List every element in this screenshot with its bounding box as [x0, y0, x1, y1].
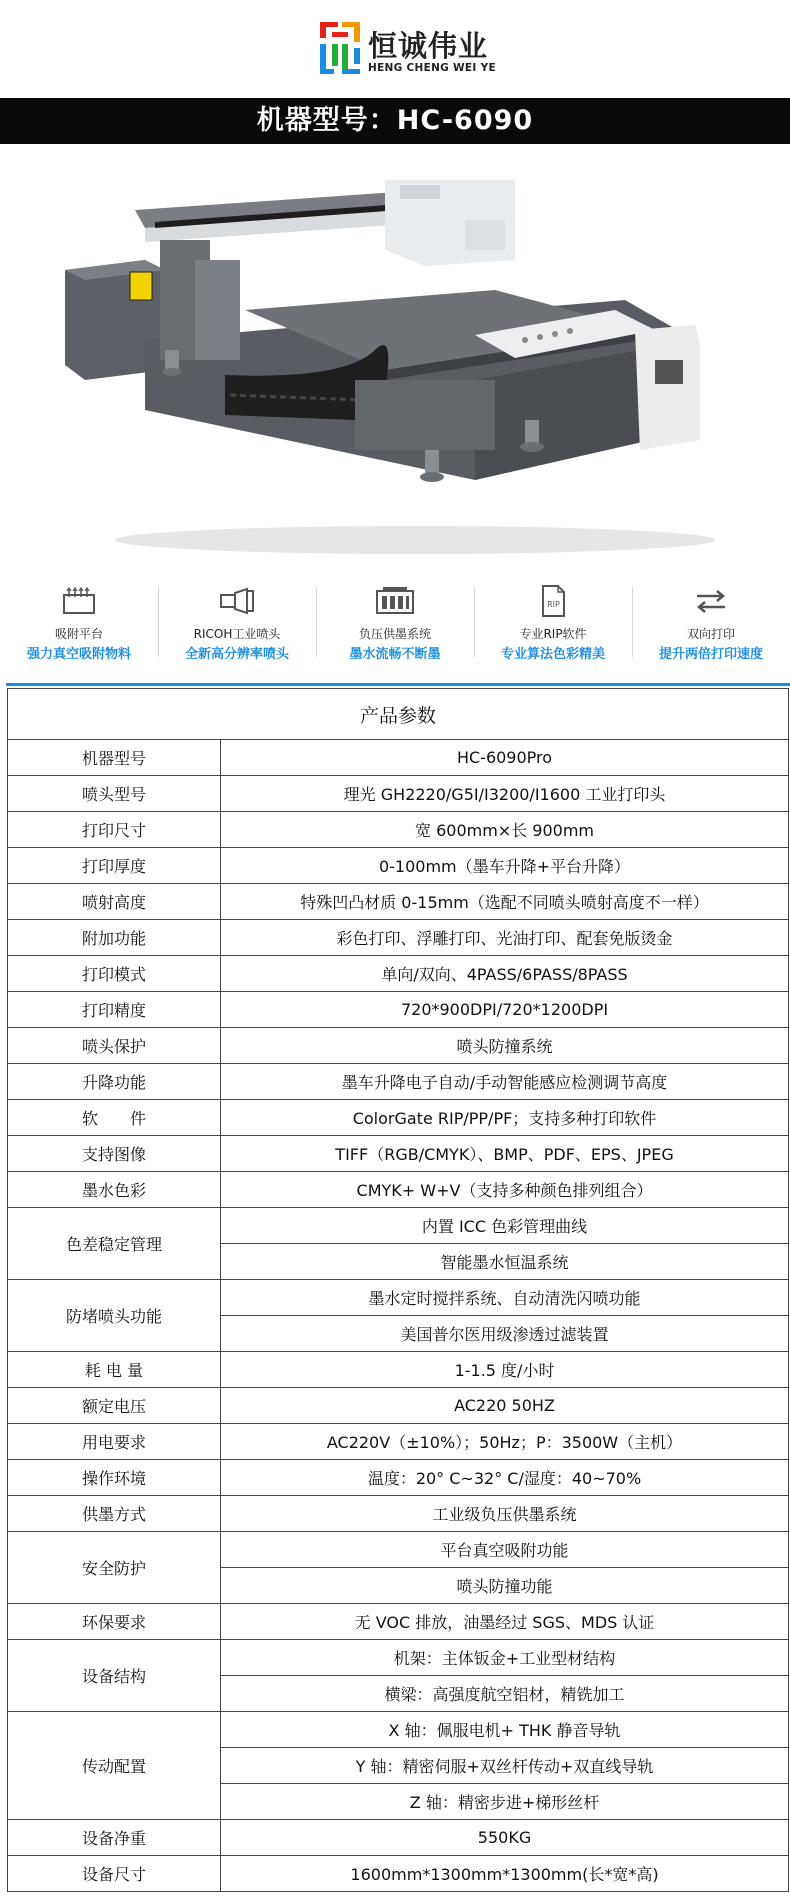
table-row: [8, 1532, 789, 1568]
spec-table: [7, 688, 789, 1892]
spec-label: 墨水色彩: [8, 1172, 221, 1208]
table-row: [8, 1712, 789, 1748]
spec-value: ColorGate RIP/PP/PF；支持多种打印软件: [221, 1100, 789, 1136]
table-row: [8, 740, 789, 776]
spec-value: HC-6090Pro: [221, 740, 789, 776]
spec-value: 1600mm*1300mm*1300mm(长*宽*高): [221, 1856, 789, 1892]
spec-value: 喷头防撞系统: [221, 1028, 789, 1064]
table-row: [8, 1352, 789, 1388]
spec-value: 墨车升降电子自动/手动智能感应检测调节高度: [221, 1064, 789, 1100]
table-row: [8, 776, 789, 812]
table-row: [8, 1136, 789, 1172]
spec-label: 安全防护: [8, 1532, 221, 1604]
feature-strip: [0, 585, 790, 665]
spec-value: 温度：20° C~32° C/湿度：40~70%: [221, 1460, 789, 1496]
table-row: [8, 812, 789, 848]
feature-tagline: 提升两倍打印速度: [658, 647, 763, 662]
spec-label: 附加功能: [8, 920, 221, 956]
feature-ink-supply: [316, 585, 474, 665]
spec-value: 墨水定时搅拌系统、自动清洗闪喷功能: [221, 1280, 789, 1316]
table-row: [8, 1496, 789, 1532]
feature-name: 双向打印: [686, 627, 735, 641]
feature-tagline: 全新高分辨率喷头: [184, 647, 289, 662]
table-row: [8, 848, 789, 884]
spec-label: 传动配置: [8, 1712, 221, 1820]
spec-label: 用电要求: [8, 1424, 221, 1460]
spec-value: 工业级负压供墨系统: [221, 1496, 789, 1532]
spec-label: 机器型号: [8, 740, 221, 776]
spec-value: 喷头防撞功能: [221, 1568, 789, 1604]
table-row: [8, 1208, 789, 1244]
feature-tagline: 专业算法色彩精美: [500, 647, 605, 662]
spec-label: 设备结构: [8, 1640, 221, 1712]
spec-table-title: 产品参数: [8, 689, 789, 740]
spec-value: 横梁：高强度航空铝材，精铣加工: [221, 1676, 789, 1712]
feature-vacuum-table: [0, 585, 158, 665]
spec-value: 单向/双向、4PASS/6PASS/8PASS: [221, 956, 789, 992]
spec-label: 软 件: [8, 1100, 221, 1136]
spec-label: 喷头保护: [8, 1028, 221, 1064]
spec-label: 设备尺寸: [8, 1856, 221, 1892]
spec-label: 色差稳定管理: [8, 1208, 221, 1280]
spec-value: CMYK+ W+V（支持多种颜色排列组合）: [221, 1172, 789, 1208]
spec-value: 1-1.5 度/小时: [221, 1352, 789, 1388]
spec-label: 额定电压: [8, 1388, 221, 1424]
spec-value: 内置 ICC 色彩管理曲线: [221, 1208, 789, 1244]
spec-label: 支持图像: [8, 1136, 221, 1172]
spec-value: 平台真空吸附功能: [221, 1532, 789, 1568]
spec-label: 喷头型号: [8, 776, 221, 812]
table-row: [8, 1280, 789, 1316]
spec-label: 操作环境: [8, 1460, 221, 1496]
feature-tagline: 墨水流畅不断墨: [349, 647, 441, 662]
svg-text:RIP: RIP: [547, 600, 560, 609]
logo-mark-icon: [318, 20, 362, 78]
table-row: [8, 1856, 789, 1892]
table-row: [8, 1820, 789, 1856]
table-row: [8, 956, 789, 992]
table-row: [8, 1064, 789, 1100]
spec-value: 机架：主体钣金+工业型材结构: [221, 1640, 789, 1676]
feature-name: 专业RIP软件: [519, 627, 587, 641]
spec-label: 打印尺寸: [8, 812, 221, 848]
spec-label: 打印精度: [8, 992, 221, 1028]
rip-file-icon: [533, 585, 573, 617]
feature-name: 吸附平台: [54, 627, 103, 641]
spec-value: 720*900DPI/720*1200DPI: [221, 992, 789, 1028]
printhead-icon: [217, 585, 257, 617]
table-row: [8, 1028, 789, 1064]
spec-value: 彩色打印、浮雕打印、光油打印、配套免版烫金: [221, 920, 789, 956]
table-row: [8, 992, 789, 1028]
brand-logo: [318, 20, 498, 78]
feature-name: 负压供墨系统: [358, 627, 431, 641]
ink-supply-icon: [375, 585, 415, 617]
spec-value: 理光 GH2220/G5I/I3200/I1600 工业打印头: [221, 776, 789, 812]
spec-value: 0-100mm（墨车升降+平台升降）: [221, 848, 789, 884]
feature-printhead: [158, 585, 316, 665]
spec-value: Z 轴：精密步进+梯形丝杆: [221, 1784, 789, 1820]
logo-chinese-name: 恒诚伟业: [368, 29, 489, 63]
logo-english-name: HENG CHENG WEI YE: [368, 62, 496, 74]
spec-value: Y 轴：精密伺服+双丝杆传动+双直线导轨: [221, 1748, 789, 1784]
model-title-bar: 机器型号：HC-6090: [0, 98, 790, 144]
table-row: [8, 920, 789, 956]
bidirectional-arrows-icon: [691, 585, 731, 617]
table-row: [8, 1388, 789, 1424]
spec-label: 耗 电 量: [8, 1352, 221, 1388]
spec-label: 环保要求: [8, 1604, 221, 1640]
spec-value: 美国普尔医用级渗透过滤装置: [221, 1316, 789, 1352]
feature-bidirectional: [632, 585, 790, 665]
spec-value: AC220V（±10%）；50Hz；P：3500W（主机）: [221, 1424, 789, 1460]
spec-label: 设备净重: [8, 1820, 221, 1856]
spec-value: 宽 600mm×长 900mm: [221, 812, 789, 848]
spec-value: 无 VOC 排放，油墨经过 SGS、MDS 认证: [221, 1604, 789, 1640]
spec-label: 打印模式: [8, 956, 221, 992]
table-row: [8, 1100, 789, 1136]
table-row: [8, 1460, 789, 1496]
spec-label: 升降功能: [8, 1064, 221, 1100]
spec-label: 打印厚度: [8, 848, 221, 884]
feature-rip-software: [474, 585, 632, 665]
table-row: [8, 1604, 789, 1640]
feature-name: RICOH工业喷头: [193, 627, 281, 641]
table-row: [8, 1424, 789, 1460]
feature-tagline: 强力真空吸附物料: [26, 647, 131, 662]
spec-label: 防堵喷头功能: [8, 1280, 221, 1352]
spec-value: AC220 50HZ: [221, 1388, 789, 1424]
spec-value: TIFF（RGB/CMYK）、BMP、PDF、EPS、JPEG: [221, 1136, 789, 1172]
section-divider-line: [6, 683, 790, 686]
printer-machine-image: [55, 180, 735, 580]
spec-value: 智能墨水恒温系统: [221, 1244, 789, 1280]
spec-value: 550KG: [221, 1820, 789, 1856]
spec-value: X 轴：佩服电机+ THK 静音导轨: [221, 1712, 789, 1748]
spec-label: 供墨方式: [8, 1496, 221, 1532]
table-row: [8, 1172, 789, 1208]
spec-value: 特殊凹凸材质 0-15mm（选配不同喷头喷射高度不一样）: [221, 884, 789, 920]
vacuum-table-icon: [59, 585, 99, 617]
table-row: [8, 884, 789, 920]
spec-label: 喷射高度: [8, 884, 221, 920]
table-row: [8, 1640, 789, 1676]
